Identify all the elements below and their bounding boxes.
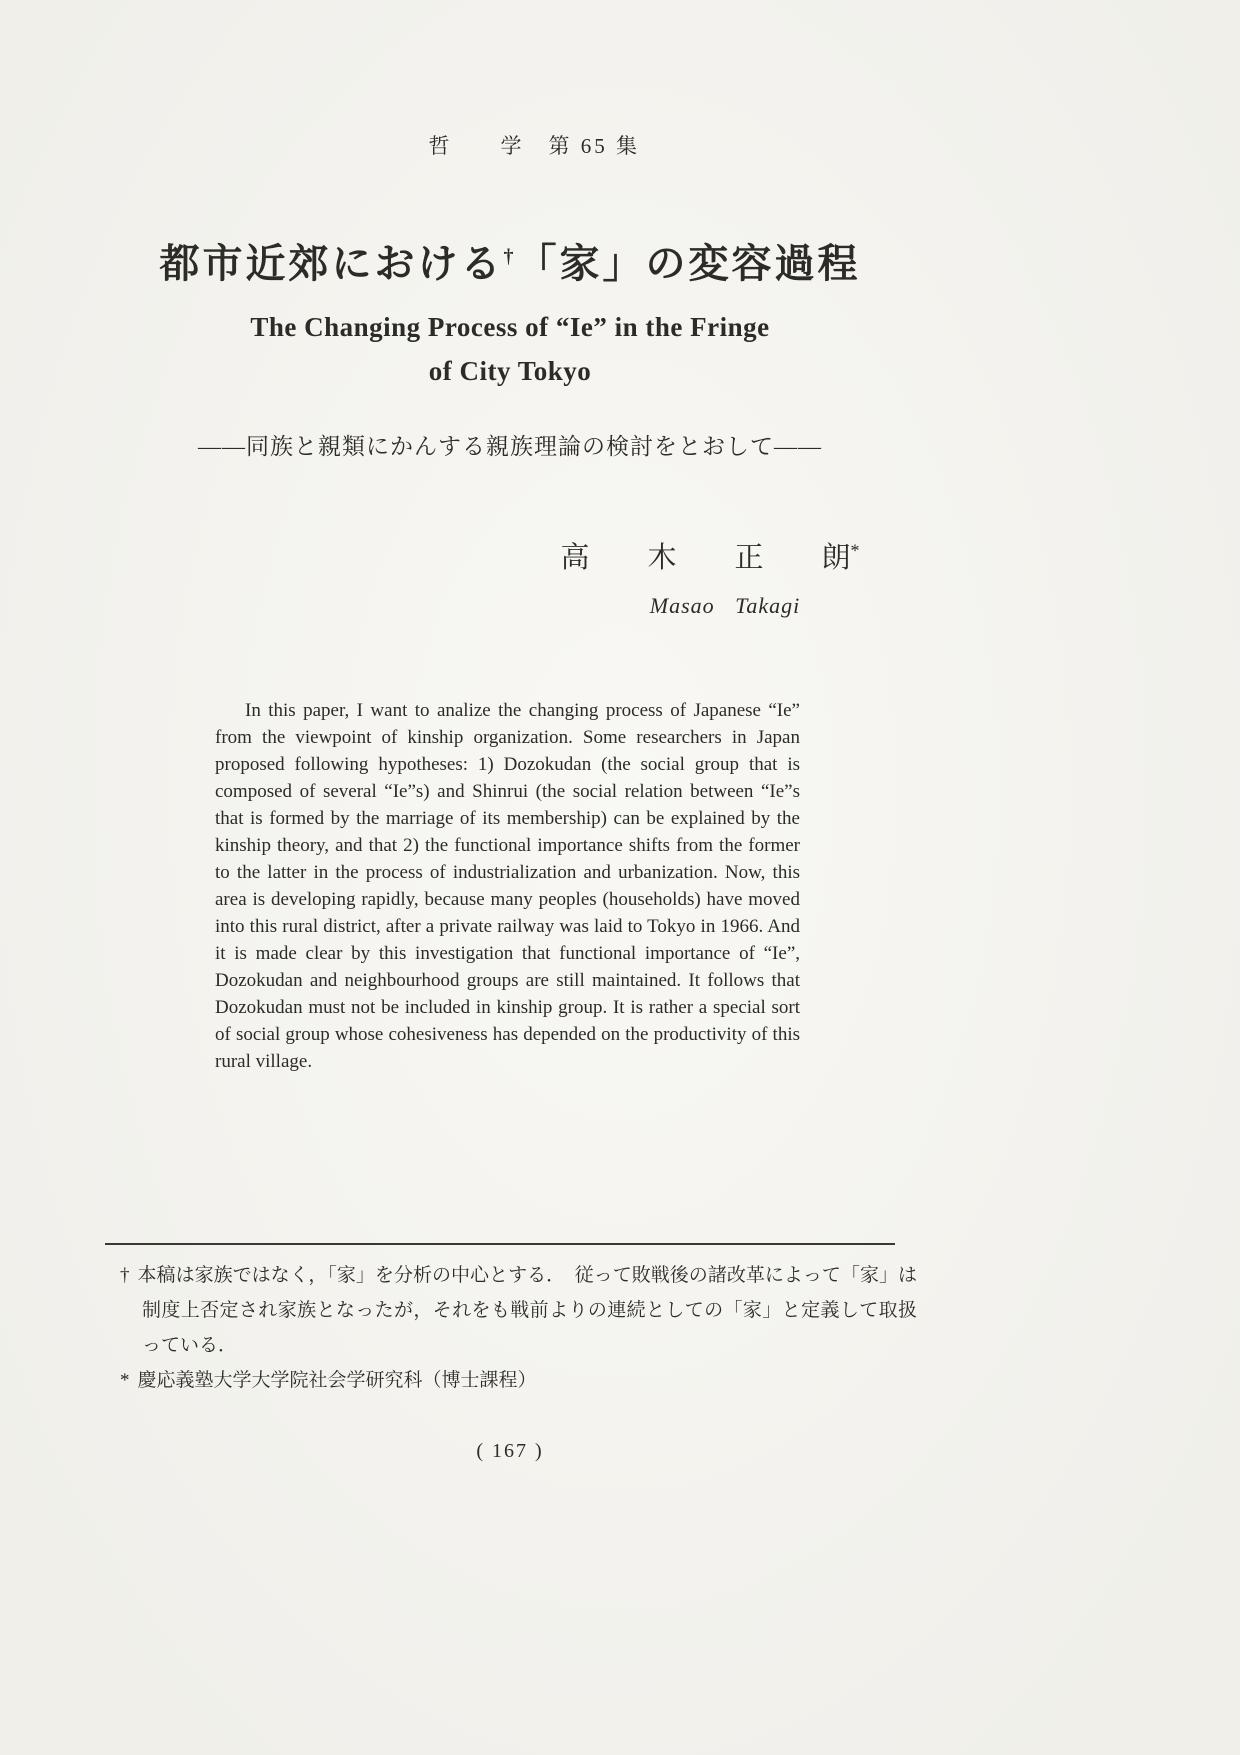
title-dagger-marker: † <box>503 245 517 268</box>
footnote-dagger-text: 本稿は家族ではなく，「家」を分析の中心とする． 従って敗戦後の諸改革によって「家」は制度上否定され家族となったが，それをも戦前よりの連続としての「家」と定義して取扱っている． <box>137 1265 918 1356</box>
footnote-affiliation-text: 慶応義塾大学大学院社会学研究科（博士課程） <box>137 1370 537 1391</box>
paper-title-english-line2: of City Tokyo <box>428 356 592 386</box>
title-ja-post: 「家」の変容過程 <box>516 241 861 286</box>
footnote-affiliation <box>120 1366 917 1396</box>
author-name-romanized: Masao Takagi <box>649 593 801 618</box>
footnote-dagger-marker: † <box>120 1265 130 1286</box>
author-name-japanese <box>515 535 905 576</box>
paper-subtitle-japanese: ——同族と親類にかんする親族理論の検討をとおして—— <box>198 434 822 459</box>
abstract-paragraph: In this paper, I want to analize the changing process of Japanese “Ie” from the viewpoint of kinship organization. Some researchers in Japan proposed following hypotheses: 1) Dozokudan (the social group that is composed of several “Ie”s) and Shinrui (the social relation between “Ie”s that is formed by the marriage of its membership) can be explained by the kinship theory, and that 2) the functional importance shifts from the former to the latter in the process of industrialization and urbanization. Now, this area is developing rapidly, because many peoples (households) have moved into this rural district, after a private railway was laid to Tokyo in 1966. And it is made clear by this investigation that functional importance of “Ie”, Dozokudan and neighbourhood groups are still maintained. It follows that Dozokudan must not be included in kinship group. It is rather a special sort of social group whose cohesiveness has depended on the productivity of this rural village. <box>215 700 800 1072</box>
author-ja-text: 高 木 正 朗 <box>560 542 851 574</box>
title-ja-pre: 都市近郊における <box>159 241 504 286</box>
footnote-divider-rule <box>105 1243 895 1245</box>
page-number: ( 167 ) <box>476 1440 544 1462</box>
author-asterisk-marker: * <box>850 540 860 561</box>
footnote-dagger <box>120 1258 917 1363</box>
paper-title-japanese <box>95 232 925 289</box>
journal-volume-header: 哲 学 第 65 集 <box>428 134 640 158</box>
footnote-asterisk-marker: * <box>120 1370 130 1391</box>
paper-title-english-line1: The Changing Process of “Ie” in the Fringe <box>250 312 770 342</box>
page-content <box>95 0 925 1755</box>
